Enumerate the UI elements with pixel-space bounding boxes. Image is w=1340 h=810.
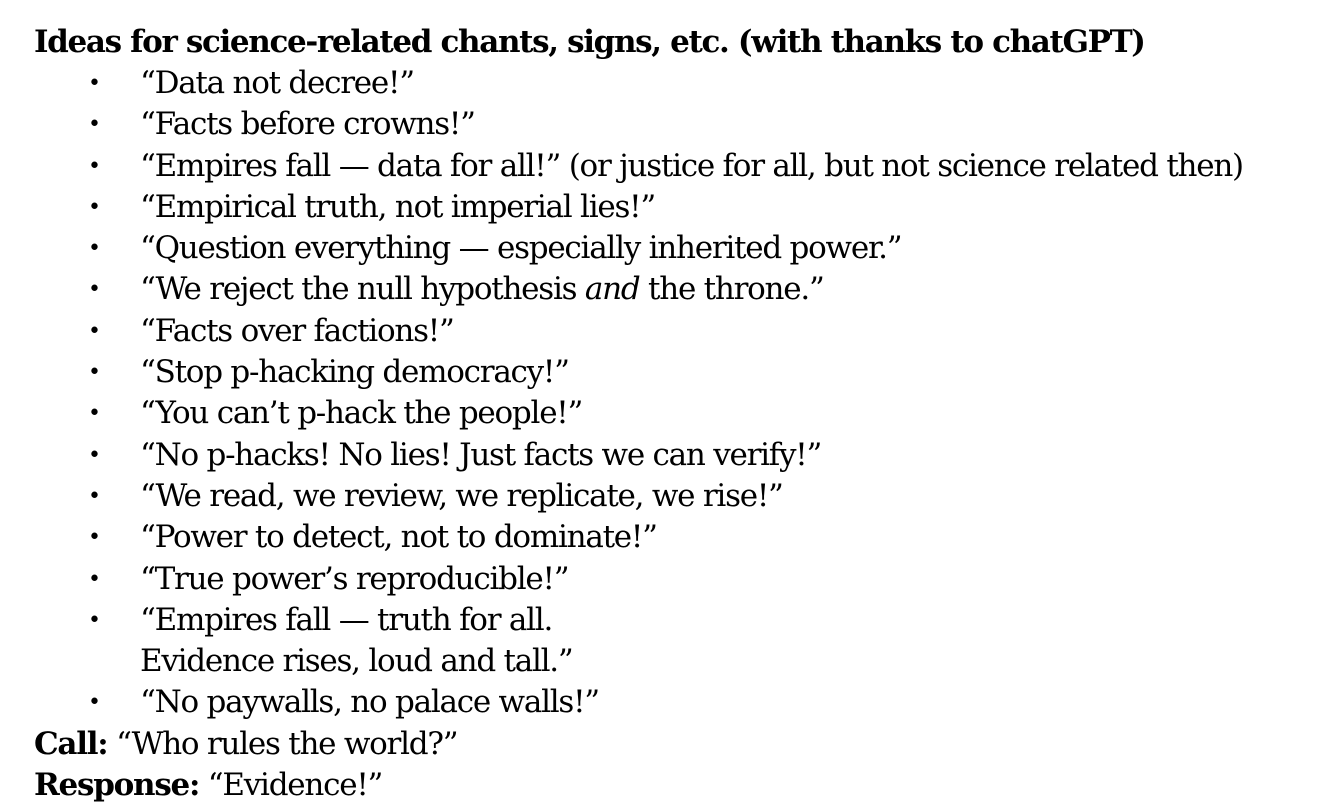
chant-list [34, 63, 1334, 724]
list-item-text: “No paywalls, no palace walls!” [140, 684, 599, 721]
list-item-text-line1: “Empires fall — truth for all. [140, 601, 553, 638]
bullet-icon: • [88, 442, 100, 468]
list-item [34, 517, 1334, 558]
document [34, 22, 1334, 806]
response-label: Response: [34, 766, 200, 803]
list-item [34, 435, 1334, 476]
list-item-text-post: the throne.” [639, 271, 824, 308]
bullet-icon: • [88, 607, 100, 633]
list-item [34, 559, 1334, 600]
list-item [34, 311, 1334, 352]
bullet-icon: • [88, 236, 100, 262]
list-item-text: “We read, we review, we replicate, we rise!” [140, 477, 783, 514]
bullet-icon: • [88, 277, 100, 303]
document-heading: Ideas for science-related chants, signs, etc. (with thanks to chatGPT) [34, 24, 1145, 60]
list-item [34, 600, 1334, 683]
list-item-emphasis: and [584, 271, 640, 308]
list-item [34, 104, 1334, 145]
list-item-text: “Facts before crowns!” [140, 106, 475, 143]
list-item-text: “No p-hacks! No lies! Just facts we can verify!” [140, 436, 822, 473]
bullet-icon: • [88, 525, 100, 551]
bullet-icon: • [88, 71, 100, 96]
list-item [34, 187, 1334, 228]
bullet-icon: • [88, 360, 100, 386]
list-item-text: “Stop p-hacking democracy!” [140, 354, 569, 391]
bullet-icon: • [88, 153, 100, 179]
bullet-icon: • [88, 112, 100, 138]
call-line [34, 724, 1334, 765]
response-text: “Evidence!” [199, 766, 383, 803]
list-item [34, 228, 1334, 269]
list-item-text-line2: Evidence rises, loud and tall.” [140, 643, 573, 680]
list-item [34, 146, 1334, 187]
list-item-text: “Empirical truth, not imperial lies!” [140, 188, 655, 225]
list-item-text: “Power to detect, not to dominate!” [140, 519, 657, 556]
bullet-icon: • [88, 483, 100, 509]
call-text: “Who rules the world?” [107, 725, 458, 762]
bullet-icon: • [88, 194, 100, 220]
list-item-text-pre: “We reject the null hypothesis [140, 271, 585, 308]
bullet-icon: • [88, 401, 100, 427]
list-item [34, 352, 1334, 393]
list-item [34, 682, 1334, 723]
list-item [34, 269, 1334, 310]
response-line [34, 765, 1334, 806]
call-label: Call: [34, 725, 108, 762]
list-item-text: “True power’s reproducible!” [140, 560, 569, 597]
list-item-text: “Data not decree!” [140, 65, 414, 101]
list-item-text: “Facts over factions!” [140, 312, 454, 349]
bullet-icon: • [88, 318, 100, 344]
list-item [34, 476, 1334, 517]
list-item-text: “Empires fall — data for all!” (or justice for all, but not science related then) [140, 147, 1243, 184]
list-item [34, 63, 1334, 104]
bullet-icon: • [88, 690, 100, 716]
list-item-text: “You can’t p-hack the people!” [140, 395, 583, 432]
bullet-icon: • [88, 566, 100, 592]
list-item [34, 393, 1334, 434]
list-item-text: “Question everything — especially inherited power.” [140, 230, 902, 267]
